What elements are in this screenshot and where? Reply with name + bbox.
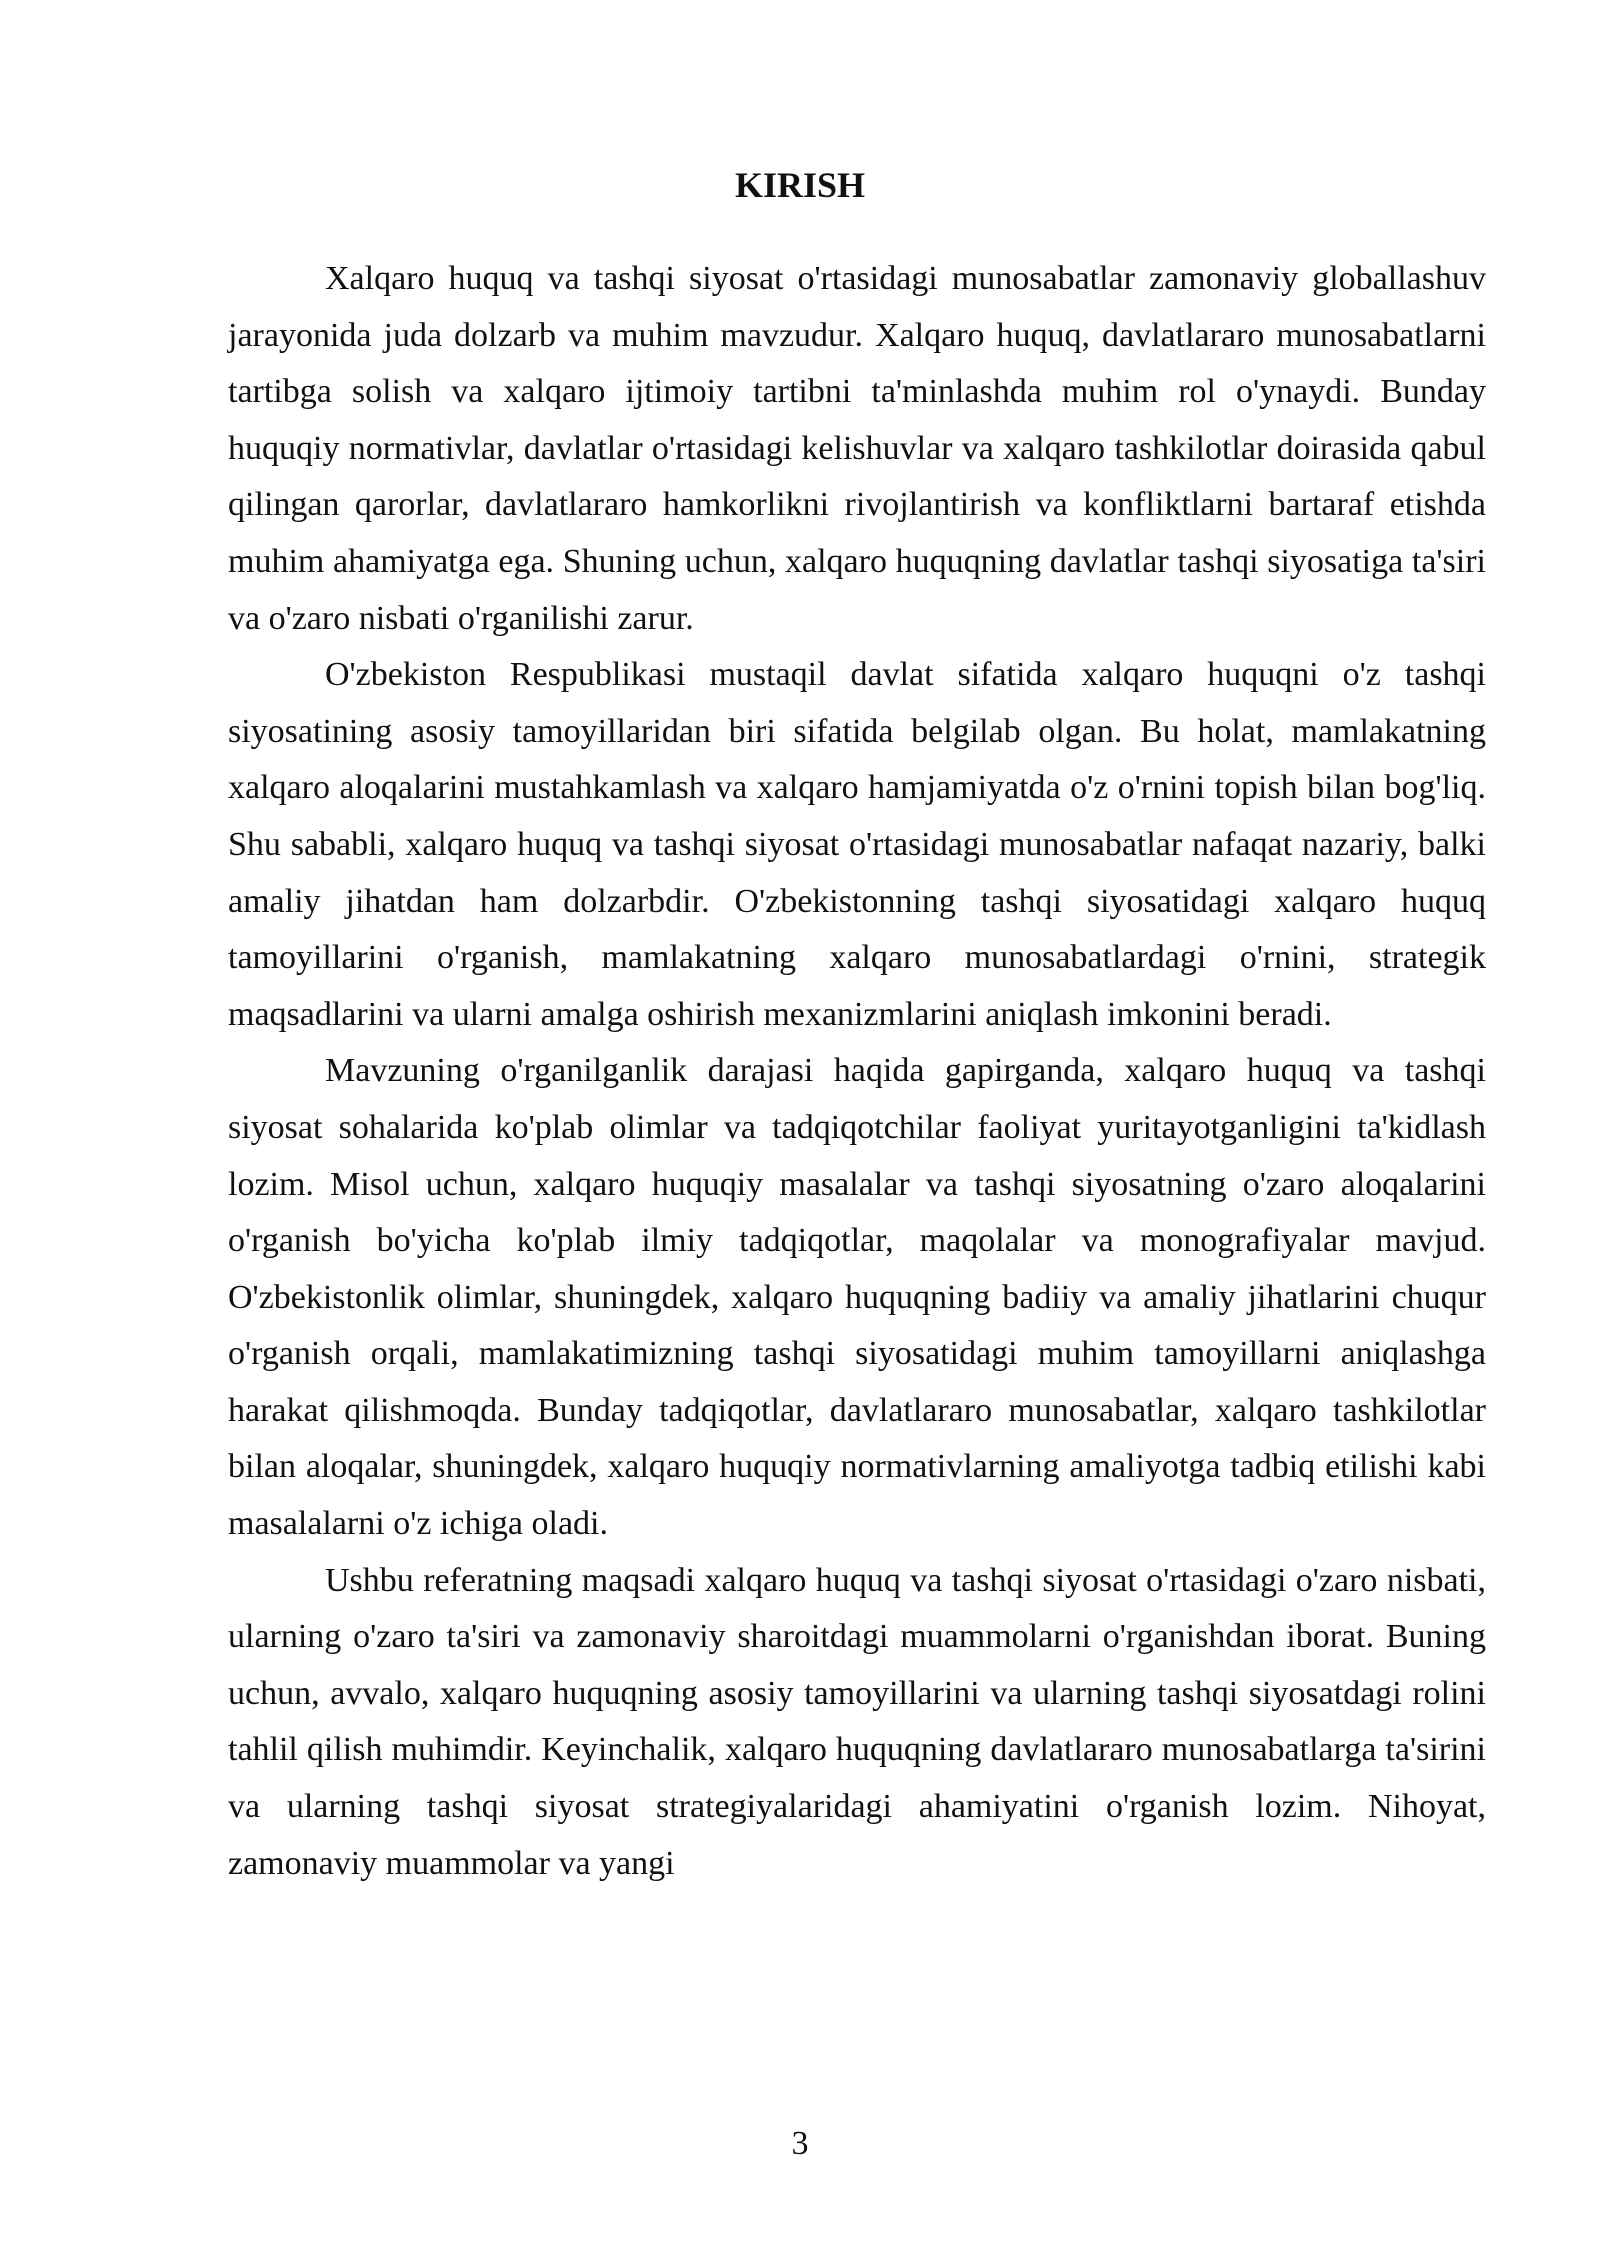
- paragraph-1: Xalqaro huquq va tashqi siyosat o'rtasidagi munosabatlar zamonaviy globallashuv jarayonida juda dolzarb va muhim mavzudur. Xalqaro huquq, davlatlararo munosabatlarni tartibga solish va xalqaro ijtimoiy tartibni ta'minlashda muhim rol o'ynaydi. Bunday huquqiy normativlar, davlatlar o'rtasidagi kelishuvlar va xalqaro tashkilotlar doirasida qabul qilingan qarorlar, davlatlararo hamkorlikni rivojlantirish va konfliktlarni bartaraf etishda muhim ahamiyatga ega. Shuning uchun, xalqaro huquqning davlatlar tashqi siyosatiga ta'siri va o'zaro nisbati o'rganilishi zarur.: [228, 260, 1486, 637]
- paragraph-4: Ushbu referatning maqsadi xalqaro huquq va tashqi siyosat o'rtasidagi o'zaro nisbati, ularning o'zaro ta'siri va zamonaviy sharoitdagi muammolarni o'rganishdan iborat. Buning uchun, avvalo, xalqaro huquqning asosiy tamoyillarini va ularning tashqi siyosatdagi rolini tahlil qilish muhimdir. Keyinchalik, xalqaro huquqning davlatlararo munosabatlarga ta'sirini va ularning tashqi siyosat strategiyalaridagi ahamiyatini o'rganish lozim. Nihoyat, zamonaviy muammolar va yangi: [228, 1561, 1486, 1882]
- body-text: [228, 251, 1486, 1892]
- paragraph-3: Mavzuning o'rganilganlik darajasi haqida gapirganda, xalqaro huquq va tashqi siyosat sohalarida ko'plab olimlar va tadqiqotchilar faoliyat yuritayotganligini ta'kidlash lozim. Misol uchun, xalqaro huquqiy masalalar va tashqi siyosatning o'zaro aloqalarini o'rganish bo'yicha ko'plab ilmiy tadqiqotlar, maqolalar va monografiyalar mavjud. O'zbekistonlik olimlar, shuningdek, xalqaro huquqning badiiy va amaliy jihatlarini chuqur o'rganish orqali, mamlakatimizning tashqi siyosatidagi muhim tamoyillarni aniqlashga harakat qilishmoqda. Bunday tadqiqotlar, davlatlararo munosabatlar, xalqaro tashkilotlar bilan aloqalar, shuningdek, xalqaro huquqiy normativlarning amaliyotga tadbiq etilishi kabi masalalarni o'z ichiga oladi.: [228, 1052, 1486, 1543]
- page-number: 3: [791, 2125, 809, 2162]
- paragraph-2: O'zbekiston Respublikasi mustaqil davlat sifatida xalqaro huquqni o'z tashqi siyosatining asosiy tamoyillaridan biri sifatida belgilab olgan. Bu holat, mamlakatning xalqaro aloqalarini mustahkamlash va xalqaro hamjamiyatda o'z o'rnini topish bilan bog'liq. Shu sababli, xalqaro huquq va tashqi siyosat o'rtasidagi munosabatlar nafaqat nazariy, balki amaliy jihatdan ham dolzarbdir. O'zbekistonning tashqi siyosatidagi xalqaro huquq tamoyillarini o'rganish, mamlakatning xalqaro munosabatlardagi o'rnini, strategik maqsadlarini va ularni amalga oshirish mexanizmlarini aniqlash imkonini beradi.: [228, 656, 1486, 1033]
- page-title: KIRISH: [734, 165, 866, 205]
